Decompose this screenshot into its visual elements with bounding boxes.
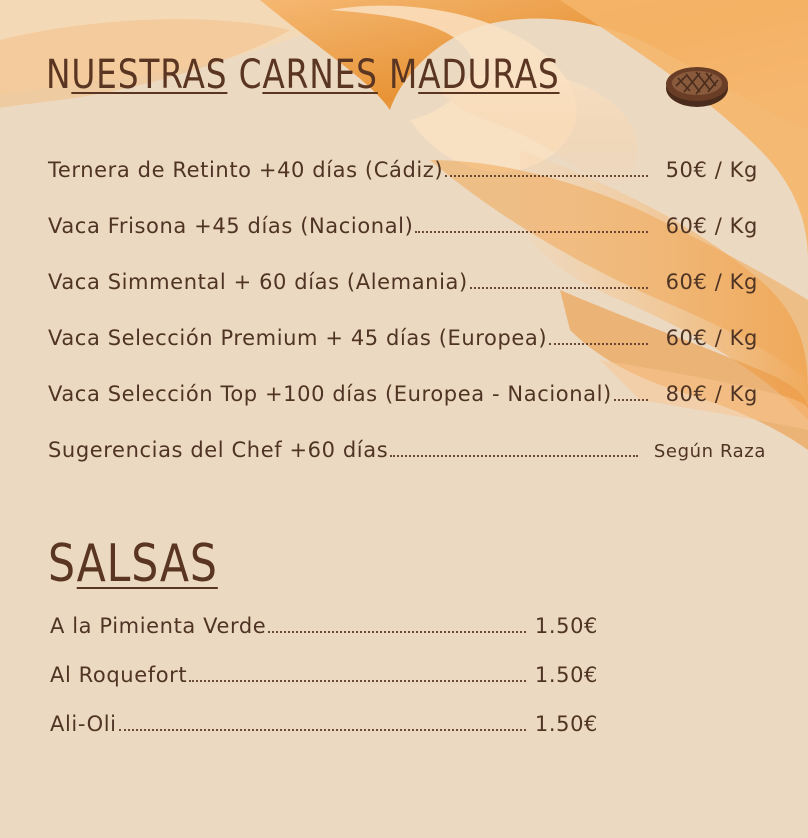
sauce-item-alioli [50, 712, 598, 736]
menu-item-name: Vaca Simmental + 60 días (Alemania) [48, 270, 468, 294]
meats-title-m: M [389, 52, 419, 98]
dot-leader [119, 729, 526, 731]
meats-section-title [46, 52, 560, 98]
menu-item-chef [48, 438, 766, 462]
menu-item-price: 80€ / Kg [665, 382, 758, 406]
menu-item-price: 60€ / Kg [665, 326, 758, 350]
meats-title-aduras: ADURAS [418, 52, 560, 98]
menu-item-name: Vaca Selección Top +100 días (Europea - Nacional) [48, 382, 612, 406]
sauce-item-price: 1.50€ [534, 614, 598, 638]
sauce-item-roquefort [50, 663, 598, 687]
menu-item-premium [48, 326, 758, 350]
dot-leader [549, 343, 648, 345]
sauce-item-price: 1.50€ [534, 663, 598, 687]
sauce-item-name: A la Pimienta Verde [50, 614, 267, 638]
dot-leader [390, 455, 638, 457]
meats-title-n: N [46, 52, 72, 98]
sauce-item-name: Al Roquefort [50, 663, 188, 687]
menu-item-price: 60€ / Kg [665, 270, 758, 294]
meats-title-uestras: UESTRAS [71, 52, 228, 98]
dot-leader [470, 287, 648, 289]
menu-item-name: Ternera de Retinto +40 días (Cádiz) [48, 158, 444, 182]
meats-title-arnes: ARNES [262, 52, 378, 98]
steak-icon [664, 64, 730, 110]
sauce-item-price: 1.50€ [534, 712, 598, 736]
menu-item-retinto [48, 158, 758, 182]
sauce-item-name: Ali-Oli [50, 712, 117, 736]
dot-leader [415, 231, 648, 233]
dot-leader [189, 680, 526, 682]
dot-leader [614, 399, 648, 401]
sauce-item-pimienta [50, 614, 598, 638]
sauces-title-s: S [48, 534, 77, 594]
sauces-section-title [48, 534, 218, 594]
menu-item-top [48, 382, 758, 406]
menu-item-frisona [48, 214, 758, 238]
menu-item-name: Sugerencias del Chef +60 días [48, 438, 389, 462]
menu-item-price: Según Raza [653, 441, 766, 462]
meats-title-c: C [238, 52, 263, 98]
menu-item-price: 60€ / Kg [665, 214, 758, 238]
sauces-title-alsas: ALSAS [76, 534, 218, 594]
dot-leader [268, 631, 526, 633]
dot-leader [445, 175, 648, 177]
menu-item-name: Vaca Frisona +45 días (Nacional) [48, 214, 414, 238]
menu-item-name: Vaca Selección Premium + 45 días (Europea) [48, 326, 548, 350]
menu-item-price: 50€ / Kg [665, 158, 758, 182]
menu-item-simmental [48, 270, 758, 294]
